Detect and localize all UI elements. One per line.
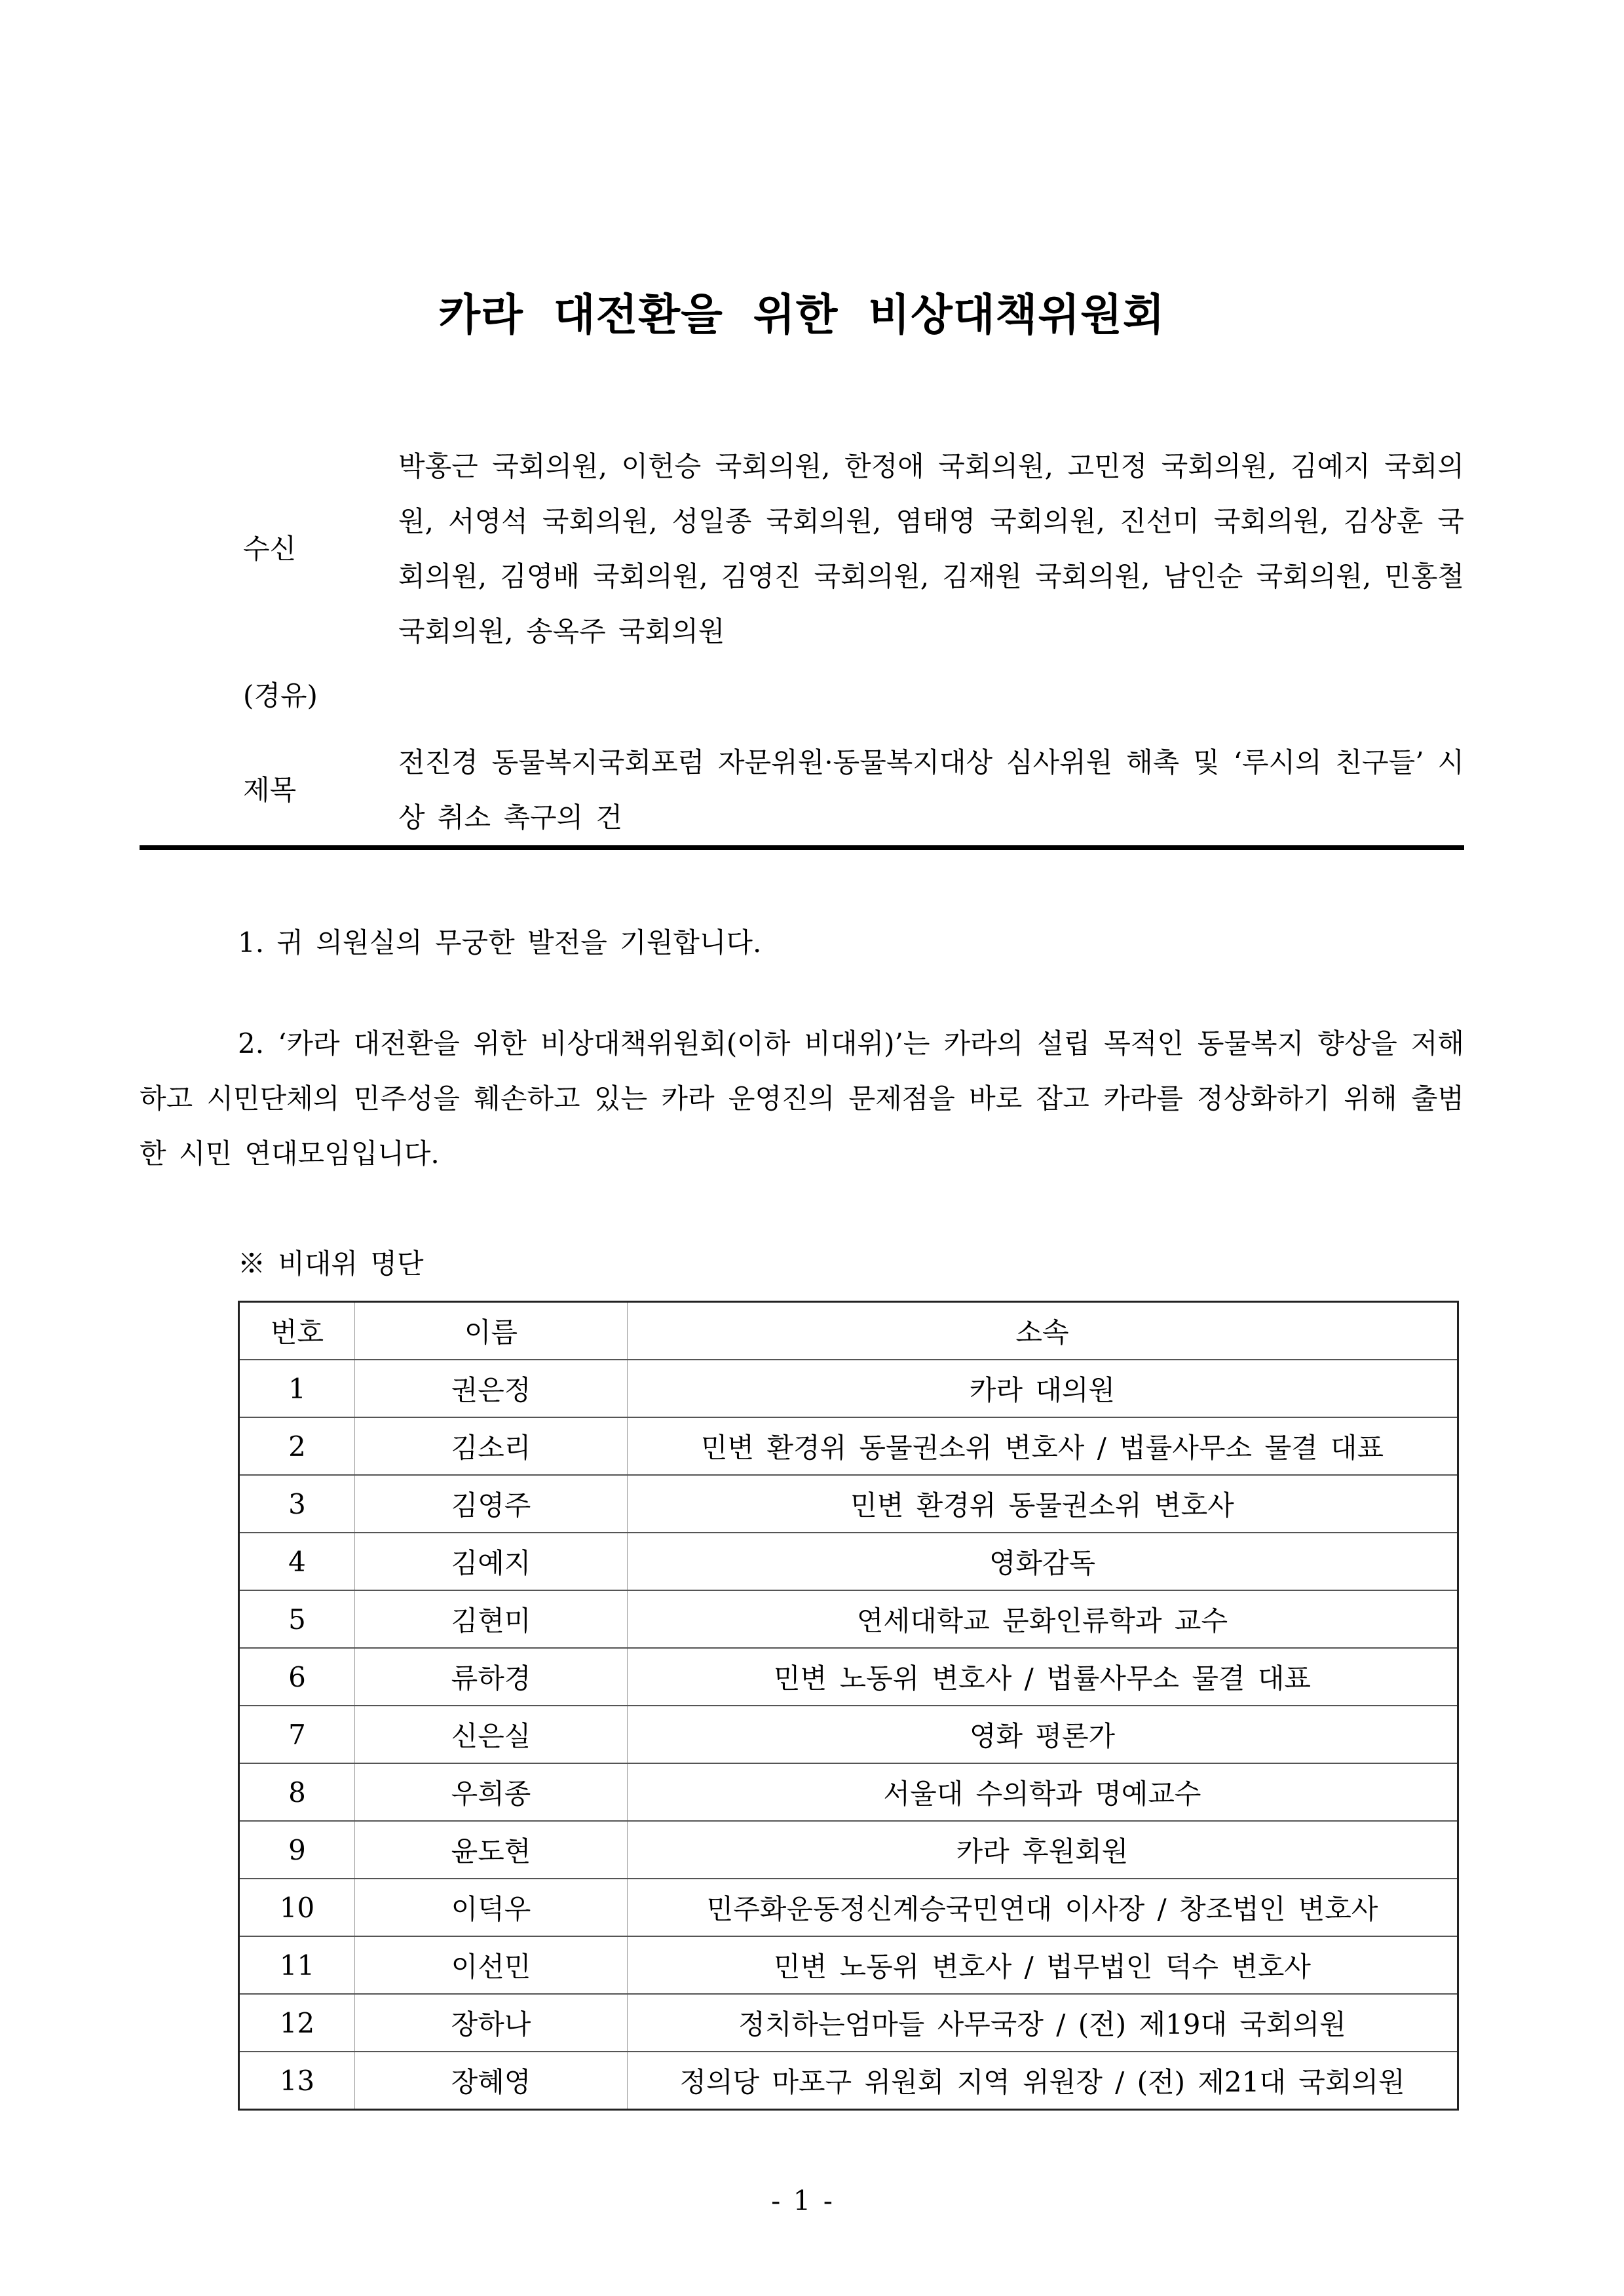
member-name: 윤도현 — [355, 1821, 628, 1879]
table-row — [239, 1475, 1458, 1533]
table-row — [239, 1590, 1458, 1648]
paragraph-committee-intro: 2. ‘카라 대전환을 위한 비상대책위원회(이하 비대위)’는 카라의 설립 목적인 동물복지 향상을 저해하고 시민단체의 민주성을 훼손하고 있는 카라 운영진의 문제점을 바로 잡고 카라를 정상화하기 위해 출범한 시민 연대모임입니다. — [140, 1027, 1464, 1170]
member-number: 13 — [239, 2052, 355, 2110]
member-number: 12 — [239, 1994, 355, 2052]
member-affiliation: 영화 평론가 — [628, 1706, 1458, 1763]
via-content — [398, 668, 1464, 723]
member-name: 이덕우 — [355, 1879, 628, 1936]
table-row — [239, 1533, 1458, 1590]
member-number: 6 — [239, 1648, 355, 1706]
member-affiliation: 정의당 마포구 위원회 지역 위원장 / (전) 제21대 국회의원 — [628, 2052, 1458, 2110]
member-affiliation: 민변 노동위 변호사 / 법무법인 덕수 변호사 — [628, 1936, 1458, 1994]
member-affiliation: 서울대 수의학과 명예교수 — [628, 1763, 1458, 1821]
member-name: 장혜영 — [355, 2052, 628, 2110]
member-number: 3 — [239, 1475, 355, 1533]
member-name: 김소리 — [355, 1417, 628, 1475]
table-row — [239, 1879, 1458, 1936]
subject-label: 제목 — [243, 774, 297, 806]
member-affiliation: 카라 대의원 — [628, 1360, 1458, 1417]
via-label: (경유) — [243, 679, 318, 712]
member-number: 4 — [239, 1533, 355, 1590]
table-row — [239, 1821, 1458, 1879]
recipient-label: 수신 — [243, 533, 297, 565]
member-name: 이선민 — [355, 1936, 628, 1994]
committee-list-title: ※ 비대위 명단 — [238, 1248, 424, 1280]
table-row — [239, 1763, 1458, 1821]
subject-row — [140, 735, 1464, 845]
member-affiliation: 연세대학교 문화인류학과 교수 — [628, 1590, 1458, 1648]
member-affiliation: 정치하는엄마들 사무국장 / (전) 제19대 국회의원 — [628, 1994, 1458, 2052]
member-affiliation: 민변 환경위 동물권소위 변호사 / 법률사무소 물결 대표 — [628, 1417, 1458, 1475]
member-number: 10 — [239, 1879, 355, 1936]
col-header-name: 이름 — [355, 1302, 628, 1360]
member-number: 5 — [239, 1590, 355, 1648]
recipient-row — [140, 439, 1464, 659]
col-header-affiliation: 소속 — [628, 1302, 1458, 1360]
member-number: 1 — [239, 1360, 355, 1417]
via-row — [140, 668, 1464, 723]
table-row — [239, 1936, 1458, 1994]
member-name: 김현미 — [355, 1590, 628, 1648]
member-affiliation: 카라 후원회원 — [628, 1821, 1458, 1879]
committee-table-body — [239, 1360, 1458, 2110]
member-affiliation: 민변 노동위 변호사 / 법률사무소 물결 대표 — [628, 1648, 1458, 1706]
subject-content: 전진경 동물복지국회포럼 자문위원·동물복지대상 심사위원 해촉 및 ‘루시의 친구들’ 시상 취소 촉구의 건 — [398, 746, 1464, 833]
member-name: 권은정 — [355, 1360, 628, 1417]
member-affiliation: 민주화운동정신계승국민연대 이사장 / 창조법인 변호사 — [628, 1879, 1458, 1936]
member-affiliation: 영화감독 — [628, 1533, 1458, 1590]
document-header — [140, 439, 1464, 845]
header-divider-rule — [140, 845, 1464, 850]
member-number: 9 — [239, 1821, 355, 1879]
member-number: 8 — [239, 1763, 355, 1821]
page-number: - 1 - — [771, 2185, 833, 2217]
member-number: 7 — [239, 1706, 355, 1763]
member-name: 김예지 — [355, 1533, 628, 1590]
table-row — [239, 1706, 1458, 1763]
member-affiliation: 민변 환경위 동물권소위 변호사 — [628, 1475, 1458, 1533]
table-row — [239, 1648, 1458, 1706]
member-name: 장하나 — [355, 1994, 628, 2052]
recipient-list: 박홍근 국회의원, 이헌승 국회의원, 한정애 국회의원, 고민정 국회의원, 김예지 국회의원, 서영석 국회의원, 성일종 국회의원, 염태영 국회의원, 진선미 국회의원, 김상훈 국회의원, 김영배 국회의원, 김영진 국회의원, 김재원 국회의원, 남인순 국회의원, 민홍철 국회의원, 송옥주 국회의원 — [398, 450, 1464, 647]
committee-table — [238, 1301, 1459, 2111]
table-row — [239, 1994, 1458, 2052]
col-header-number: 번호 — [270, 1316, 324, 1349]
member-name: 김영주 — [355, 1475, 628, 1533]
table-row — [239, 1417, 1458, 1475]
table-header-row — [239, 1302, 1458, 1360]
paragraph-greeting: 1. 귀 의원실의 무궁한 발전을 기원합니다. — [238, 927, 762, 959]
member-name: 류하경 — [355, 1648, 628, 1706]
member-number: 11 — [239, 1936, 355, 1994]
document-title: 카라 대전환을 위한 비상대책위원회 — [438, 289, 1165, 340]
table-row — [239, 1360, 1458, 1417]
member-number: 2 — [239, 1417, 355, 1475]
table-row — [239, 2052, 1458, 2110]
member-name: 우희종 — [355, 1763, 628, 1821]
member-name: 신은실 — [355, 1706, 628, 1763]
